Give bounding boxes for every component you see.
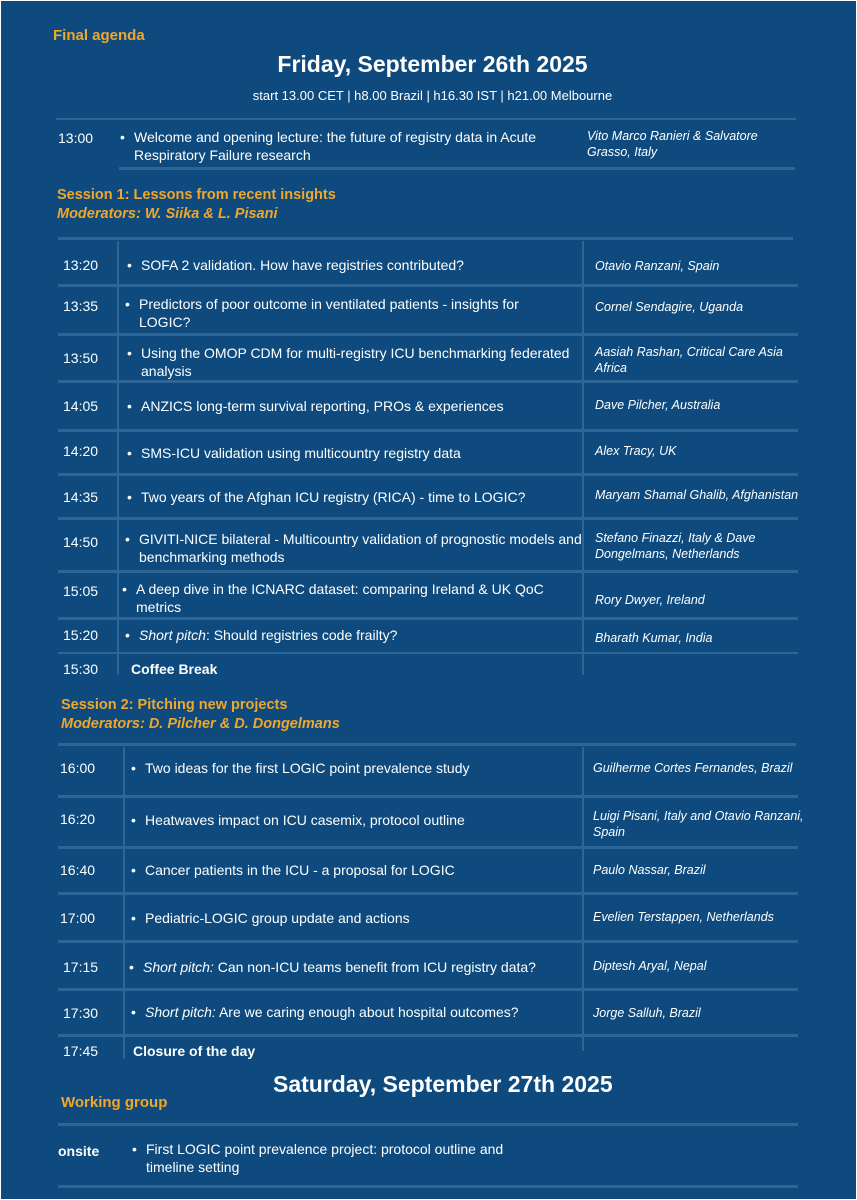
session2-speaker-6: Jorge Salluh, Brazil [593,1006,701,1020]
bullet-icon: • [131,862,136,878]
session2-speaker-2: Luigi Pisani, Italy and Otavio Ranzani, Spain [593,809,804,839]
bullet-icon: • [131,760,136,776]
session1-speaker-4: Dave Pilcher, Australia [595,398,721,412]
bullet-icon: • [125,627,130,643]
session1-speaker-8: Rory Dwyer, Ireland [595,593,705,607]
opening-time: 13:00 [58,130,94,146]
session1-time-7: 14:50 [63,534,99,550]
session1-speaker-2: Cornel Sendagire, Uganda [595,300,744,314]
opening-title: • Welcome and opening lecture: the future of registry data in Acute Respiratory Failure research [120,129,537,163]
bullet-icon: • [127,345,132,361]
session2-time-3: 16:40 [60,862,96,878]
session1-speaker-1: Otavio Ranzani, Spain [595,259,720,273]
bullet-icon: • [127,445,132,461]
session1-talk-5: • SMS-ICU validation using multicountry registry data [127,445,461,461]
bullet-icon: • [131,1004,136,1020]
bullet-icon: • [125,531,130,547]
session1-talk-6: • Two years of the Afghan ICU registry (RICA) - time to LOGIC? [127,489,526,505]
bullet-icon: • [131,910,136,926]
bullet-icon: • [127,257,132,273]
session1-talk-4: • ANZICS long-term survival reporting, PROs & experiences [127,398,504,414]
session1-time-4: 14:05 [63,398,99,414]
session1-time-2: 13:35 [63,298,99,314]
break-time: 15:30 [63,661,99,677]
bullet-icon: • [132,1141,137,1157]
bullet-icon: • [122,581,127,597]
bullet-icon: • [125,296,130,312]
session2-talk-2: • Heatwaves impact on ICU casemix, protocol outline [131,812,465,828]
session2-speaker-1: Guilherme Cortes Fernandes, Brazil [593,761,793,775]
session2-title: Session 2: Pitching new projects [61,697,288,713]
session1-time-9: 15:20 [63,627,99,643]
session2-talk-3: • Cancer patients in the ICU - a proposal for LOGIC [131,862,455,878]
session1-talk-3: • Using the OMOP CDM for multi-registry ICU benchmarking federated analysis [127,345,570,379]
session1-time-1: 13:20 [63,257,99,273]
session2-talk-1: • Two ideas for the first LOGIC point prevalence study [131,760,470,776]
session1-speaker-5: Alex Tracy, UK [595,444,677,458]
session1-time-6: 14:35 [63,489,99,505]
agenda-page [1,1,856,1199]
session1-speaker-3: Aasiah Rashan, Critical Care Asia Africa [595,345,783,375]
session1-talk-9: • Short pitch: Should registries code frailty? [125,627,398,643]
session2-speaker-4: Evelien Terstappen, Netherlands [593,910,774,924]
bullet-icon: • [127,398,132,414]
session2-time-2: 16:20 [60,811,96,827]
bullet-icon: • [129,959,134,975]
day2-item: • First LOGIC point prevalence project: protocol outline and timeline setting [132,1141,504,1175]
bullet-icon: • [120,129,125,145]
session1-time-5: 14:20 [63,443,99,459]
session2-talk-4: • Pediatric-LOGIC group update and actions [131,910,410,926]
final-agenda-label: Final agenda [53,27,145,44]
session1-title: Session 1: Lessons from recent insights [57,187,336,203]
session2-time-4: 17:00 [60,910,96,926]
closure-label: Closure of the day [133,1043,256,1059]
session2-speaker-3: Paulo Nassar, Brazil [593,863,706,877]
day2-title: Saturday, September 27th 2025 [273,1071,613,1097]
session1-talk-8: • A deep dive in the ICNARC dataset: comparing Ireland & UK QoC metrics [122,581,544,615]
session1-speaker-6: Maryam Shamal Ghalib, Afghanistan [595,488,799,502]
working-group-label: Working group [61,1094,168,1111]
session1-talk-1: • SOFA 2 validation. How have registries contributed? [127,257,464,273]
bullet-icon: • [127,489,132,505]
session1-speaker-7: Stefano Finazzi, Italy & Dave Dongelmans, Netherlands [595,531,756,561]
start-times: start 13.00 CET | h8.00 Brazil | h16.30 IST | h21.00 Melbourne [252,88,613,103]
session2-speaker-5: Diptesh Aryal, Nepal [593,959,707,973]
session1-talk-7: • GIVITI-NICE bilateral - Multicountry validation of prognostic models and benchmarking methods [125,531,582,565]
opening-speaker: Vito Marco Ranieri & Salvatore Grasso, Italy [587,129,758,159]
closure-time: 17:45 [63,1043,99,1059]
session1-time-8: 15:05 [63,583,99,599]
session1-talk-2: • Predictors of poor outcome in ventilated patients - insights for LOGIC? [125,296,519,330]
session2-time-1: 16:00 [60,760,96,776]
day1-title: Friday, September 26th 2025 [277,51,588,77]
session2-time-6: 17:30 [63,1005,99,1021]
coffee-break-label: Coffee Break [131,661,218,677]
session1-speaker-9: Bharath Kumar, India [595,631,713,645]
session2-talk-5: • Short pitch: Can non-ICU teams benefit from ICU registry data? [129,959,536,975]
session1-time-3: 13:50 [63,350,99,366]
session1-moderators: Moderators: W. Siika & L. Pisani [57,206,278,222]
day2-time: onsite [58,1143,100,1159]
bullet-icon: • [131,812,136,828]
session2-talk-6: • Short pitch: Are we caring enough about hospital outcomes? [131,1004,519,1020]
session2-moderators: Moderators: D. Pilcher & D. Dongelmans [61,716,340,732]
session2-time-5: 17:15 [63,959,99,975]
